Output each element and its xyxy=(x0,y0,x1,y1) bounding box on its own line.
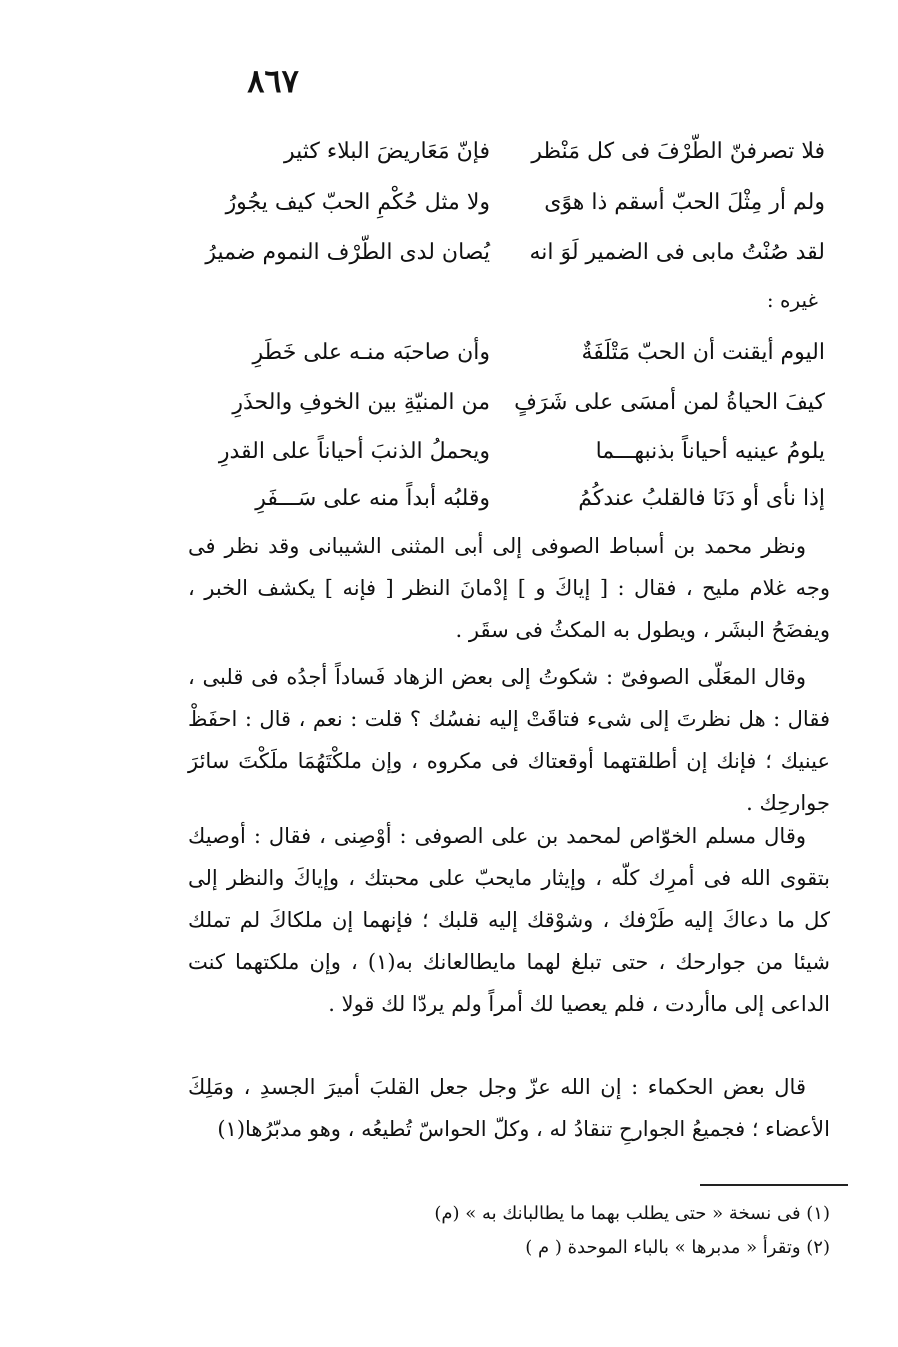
verse-second-hemistich: وقلبُه أبداً منه على سَـــفَرِ xyxy=(255,486,490,511)
verse-line xyxy=(195,127,825,177)
verse-second-hemistich: وأن صاحبَه منـه على خَطَرِ xyxy=(252,340,490,365)
prose-block xyxy=(188,656,830,824)
verse-second-hemistich: ولا مثل حُكْمِ الحبّ كيف يجُورُ xyxy=(225,190,490,215)
footnote: (٢) وتقرأ « مدبرها » بالباء الموحدة ( م ) xyxy=(525,1237,830,1258)
verse-line xyxy=(195,378,825,428)
paragraph: وقال مسلم الخوّاص لمحمد بن على الصوفى : أوْصِنى ، فقال : أوصيك بتقوى الله فى أمرِك كلّه ، وإيثار مايحبّ على محبتك ، وإياكَ والنظر إلى كل ما دعاكَ إليه طَرْفك ، وشوْقك إليه قلبك ؛ فإنهما إن ملكاكَ لم تملك شيئا من جوارحك ، حتى تبلغ لهما مايطالعانك به(١) ، وإن ملكتهما كنت الداعى إلى ماأردت ، فلم يعصيا لك أمراً ولم يردّا لك قولا . xyxy=(188,824,830,1016)
prose-block xyxy=(188,1066,830,1150)
verse-first-hemistich: فلا تصرفنّ الطّرْفَ فى كل مَنْظر xyxy=(531,139,825,164)
verse-first-hemistich: كيفَ الحياةُ لمن أمسَى على شَرَفٍ xyxy=(514,390,825,415)
verse-line xyxy=(195,328,825,378)
verse-second-hemistich: من المنيّةِ بين الخوفِ والحذَرِ xyxy=(232,390,490,415)
paragraph: وقال المعَلّى الصوفىّ : شكوتُ إلى بعض الزهاد فَساداً أجدُه فى قلبى ، فقال : هل نظرتَ إلى شىء فتاقَتْ إليه نفسُك ؟ قلت : نعم ، قال : احفَظْ عينيك ؛ فإنك إن أطلقتهما أوقعتاك فى مكروه ، وإن ملكْتَهُمَا ملَكْتَ سائرَ جوارحِك . xyxy=(188,665,830,815)
footnote-separator xyxy=(700,1184,848,1186)
verse-second-hemistich: ويحملُ الذنبَ أحياناً على القدرِ xyxy=(218,439,490,464)
verse-line xyxy=(195,178,825,228)
footnote: (١) فى نسخة « حتى يطلب بهما ما يطالبانك به » (م) xyxy=(434,1203,830,1224)
paragraph: ونظر محمد بن أسباط الصوفى إلى أبى المثنى الشيبانى وقد نظر فى وجه غلام مليح ، فقال : [ إياكَ و ] إدْمانَ النظر [ فإنه ] يكشف الخبر ، ويفضَحُ البشَر ، ويطول به المكثُ فى سقَر . xyxy=(188,534,830,642)
verse-second-hemistich: فإنّ مَعَاريضَ البلاء كثير xyxy=(284,139,490,164)
verse-line xyxy=(195,427,825,477)
poem-attribution: غيره : xyxy=(766,288,818,312)
verse-first-hemistich: ولم أر مِثْلَ الحبّ أسقم ذا هوًى xyxy=(544,190,825,215)
paragraph: قال بعض الحكماء : إن الله عزّ وجل جعل القلبَ أميرَ الجسدِ ، ومَلِكَ الأعضاء ؛ فجميعُ الجوارحِ تنقادُ له ، وكلّ الحواسّ تُطيعُه ، وهو مدبّرُها(١) xyxy=(188,1075,830,1141)
verse-first-hemistich: يلومُ عينيه أحياناً بذنبهـــما xyxy=(595,439,825,464)
page-number: ٨٦٧ xyxy=(247,62,299,100)
verse-first-hemistich: لقد صُنْتُ مابى فى الضمير لَوَ انه xyxy=(529,240,825,265)
verse-first-hemistich: إذا نأى أو دَنَا فالقلبُ عندكُمُ xyxy=(578,486,825,511)
verse-line xyxy=(195,228,825,278)
prose-block xyxy=(188,815,830,1025)
verse-second-hemistich: يُصان لدى الطّرْف النموم ضميرُ xyxy=(205,240,490,265)
verse-line xyxy=(195,474,825,524)
verse-first-hemistich: اليوم أيقنت أن الحبّ مَتْلَفَةٌ xyxy=(581,340,825,365)
prose-block xyxy=(188,525,830,651)
